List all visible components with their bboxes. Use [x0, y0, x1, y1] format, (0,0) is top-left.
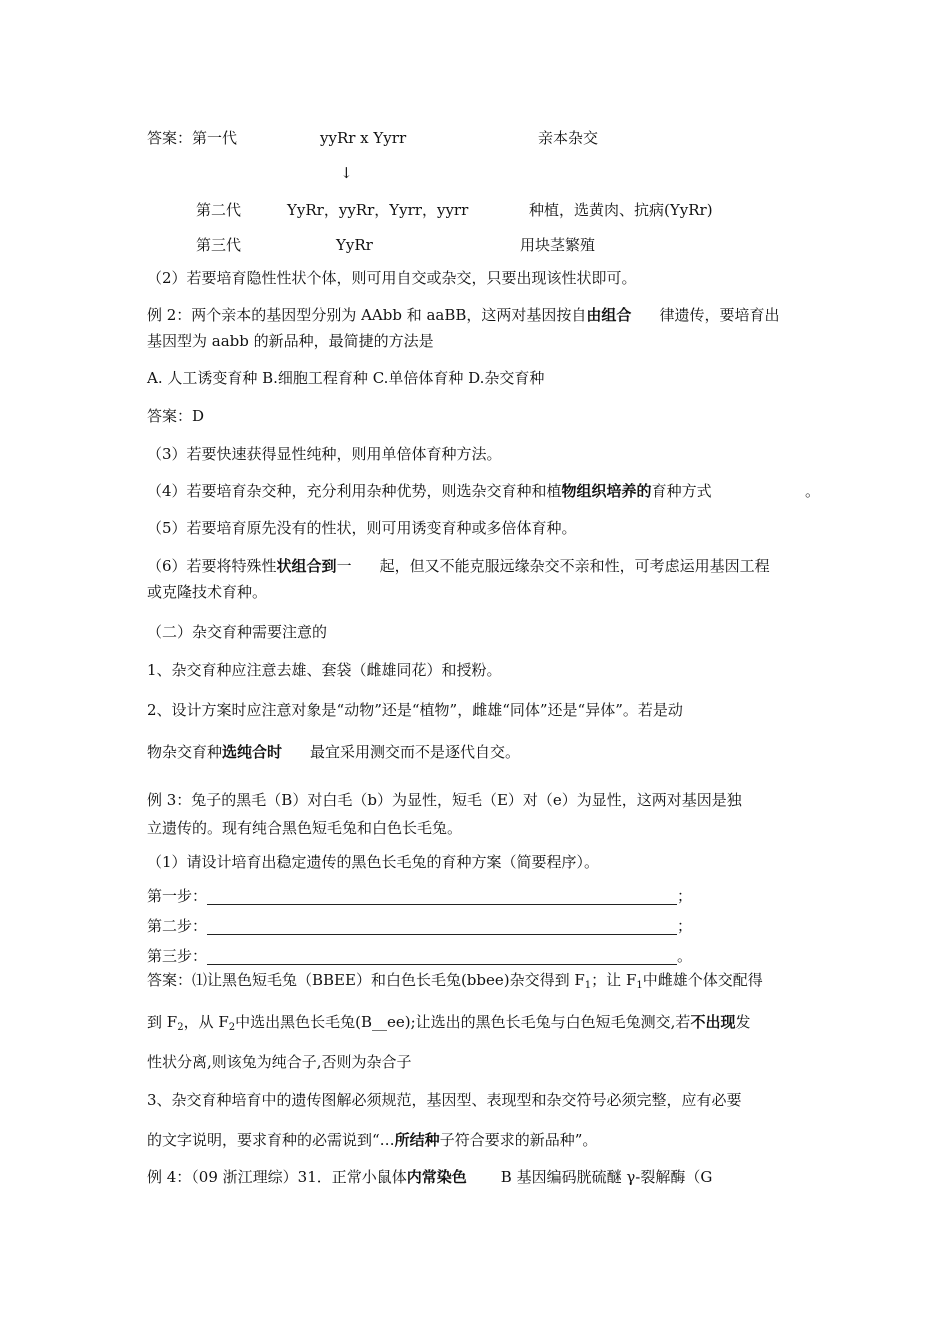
note-3-line2: 的文字说明，要求育种的必需说到“…所结种子符合要求的新品种”。	[147, 1131, 598, 1149]
example2-overlap-text: 由组合	[586, 306, 632, 324]
point-4: （4）若要培育杂交种，充分利用杂种优势，则选杂交育种和植物组织培养的育种方式	[147, 482, 712, 500]
example2-options: A. 人工诱变育种 B.细胞工程育种 C.单倍体育种 D.杂交育种	[147, 369, 545, 387]
answer-gen1-desc: 亲本杂交	[538, 129, 599, 147]
example3-question: （1）请设计培育出稳定遗传的黑色长毛兔的育种方案（简要程序）。	[147, 853, 600, 871]
example3-answer-line1: 答案：⑴让黑色短毛兔（BBEE）和白色长毛兔(bbee)杂交得到 $F_1$；让 $F_1$中雌雄个体交配得	[147, 971, 763, 991]
note-2-line2: 物杂交育种选纯合时 最宜采用测交而不是逐代自交。	[147, 743, 521, 761]
example2-answer: 答案：D	[147, 407, 205, 425]
step-1-blank[interactable]	[207, 888, 677, 905]
point-2: （2）若要培育隐性性状个体，则可用自交或杂交，只要出现该性状即可。	[147, 269, 637, 287]
step-2-row: 第二步： ；	[147, 917, 693, 935]
note-2-line1: 2、设计方案时应注意对象是“动物”还是“植物”，雌雄“同体”还是“异体”。若是动	[147, 701, 683, 719]
example2-line1: 例 2：两个亲本的基因型分别为 AAbb 和 aaBB，这两对基因按自由组合 律遗传，要培育出	[147, 306, 780, 324]
step-1-row: 第一步： ；	[147, 887, 693, 905]
point-5: （5）若要培育原先没有的性状，则可用诱变育种或多倍体育种。	[147, 519, 577, 537]
note-3-line1: 3、杂交育种培育中的遗传图解必须规范，基因型、表现型和杂交符号必须完整，应有必要	[147, 1091, 742, 1109]
answer-gen1-cross: yyRr x Yyrr	[320, 129, 407, 147]
step-2-blank[interactable]	[207, 918, 677, 935]
point-6-line1: （6）若要将特殊性状组合到一 起，但又不能克服远缘杂交不亲和性，可考虑运用基因工程	[147, 557, 770, 575]
note-1: 1、杂交育种应注意去雄、套袋（雌雄同花）和授粉。	[147, 661, 502, 679]
example3-answer-line3: 性状分离,则该兔为纯合子,否则为杂合子	[147, 1053, 412, 1071]
section-2-title: （二）杂交育种需要注意的	[147, 623, 328, 641]
point4-overlap-text: 物组织培养的	[561, 482, 652, 500]
point6-overlap-text: 状组合到	[276, 557, 337, 575]
answer-overlap-text: 不出现	[690, 1013, 736, 1031]
note2-overlap-text: 选纯合时	[222, 743, 283, 761]
point-3: （3）若要快速获得显性纯种，则用单倍体育种方法。	[147, 445, 502, 463]
example3-line1: 例 3：兔子的黑毛（B）对白毛（b）为显性，短毛（E）对（e）为显性，这两对基因是独	[147, 791, 742, 809]
example3-answer-line2: 到 $F_2$，从 $F_2$中选出黑色长毛兔(B__ee);让选出的黑色长毛兔与白色短毛兔测交,若不出现发	[147, 1013, 751, 1033]
answer-gen3-label: 第三代	[196, 236, 242, 254]
answer-gen1-prefix: 答案：第一代	[147, 129, 238, 147]
answer-gen2-label: 第二代	[196, 201, 242, 219]
step-3-row: 第三步： 。	[147, 947, 693, 965]
answer-gen2-genotypes: YyRr，yyRr，Yyrr，yyrr	[287, 201, 469, 219]
answer-gen2-desc: 种植，选黄肉、抗病(YyRr)	[529, 201, 713, 219]
note3-overlap-text: 所结种	[394, 1131, 440, 1149]
cross-arrow-icon: ↓	[340, 164, 353, 182]
example2-line2: 基因型为 aabb 的新品种，最简捷的方法是	[147, 332, 434, 350]
answer-gen3-desc: 用块茎繁殖	[520, 236, 596, 254]
answer-gen3-genotype: YyRr	[336, 236, 373, 254]
example4-line1: 例 4：（09 浙江理综）31．正常小鼠体内常染色 B 基因编码胱硫醚 γ-裂解酶（G	[147, 1168, 713, 1186]
point-4-end: 。	[805, 482, 821, 500]
example4-overlap-text: 内常染色	[406, 1168, 467, 1186]
step-3-blank[interactable]	[207, 948, 677, 965]
example3-line2: 立遗传的。现有纯合黑色短毛兔和白色长毛兔。	[147, 819, 463, 837]
point-6-line2: 或克隆技术育种。	[147, 583, 268, 601]
